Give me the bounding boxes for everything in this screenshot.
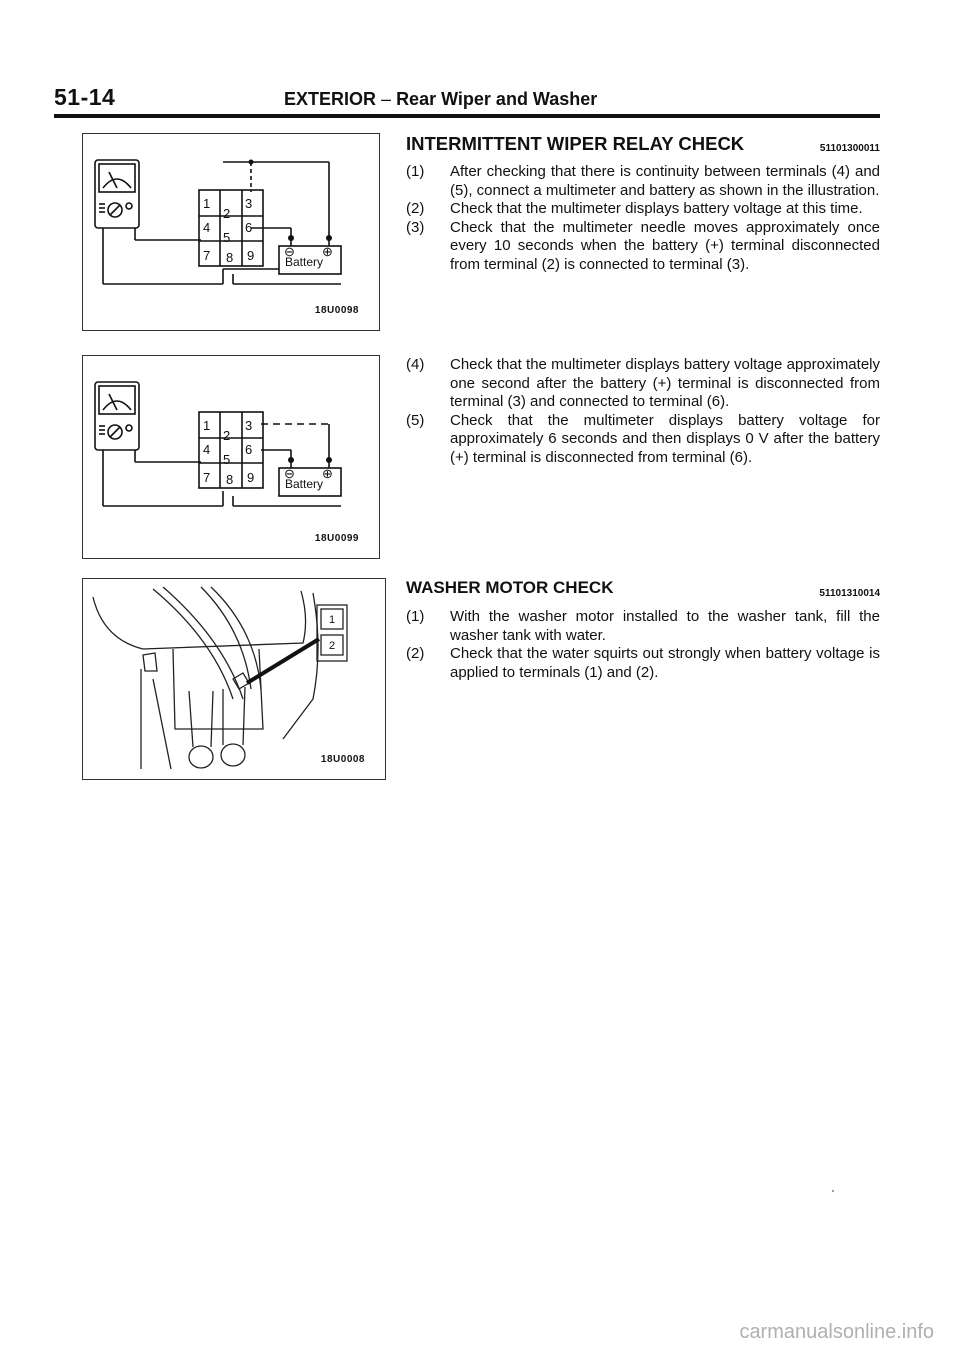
- battery-negative-label: ⊖: [284, 466, 295, 481]
- washer-check-title: [406, 578, 880, 600]
- page-header: [54, 84, 880, 116]
- page-number: 51-14: [54, 84, 116, 110]
- procedure-step: [406, 608, 880, 645]
- battery-positive-label: ⊕: [322, 466, 333, 481]
- figure-relay-check-1: [82, 133, 380, 331]
- terminal-label: 7: [203, 248, 211, 263]
- stray-mark: [832, 1190, 834, 1192]
- step-text: After checking that there is continuity between terminals (4) and (5), connect a multimeter and battery as shown in the illustration.: [450, 163, 880, 199]
- relay-wiring-diagram-2: [83, 356, 379, 558]
- relay-check-title: [406, 133, 880, 155]
- step-text: Check that the multimeter displays battery voltage for approximately 6 seconds and then displays 0 V after the battery (+) terminal is disconnected from terminal (6).: [450, 411, 880, 466]
- terminal-label: 3: [245, 196, 253, 211]
- terminal-label: 5: [223, 452, 231, 467]
- step-text: Check that the water squirts out strongly when battery voltage is applied to terminals (1) and (2).: [450, 645, 880, 681]
- relay-check-heading: INTERMITTENT WIPER RELAY CHECK: [406, 133, 745, 154]
- subsection-name: Rear Wiper and Washer: [396, 89, 598, 109]
- step-text: Check that the multimeter needle moves approximately once every 10 seconds when the battery (+) terminal disconnected from terminal (2) is connected to terminal (3).: [450, 218, 880, 273]
- battery-label: Battery: [285, 255, 324, 269]
- section-title: [284, 89, 597, 110]
- multimeter-icon: [95, 160, 139, 228]
- relay-wiring-diagram-1: [83, 134, 379, 330]
- terminal-label: 8: [226, 250, 234, 265]
- step-number: (3): [406, 218, 425, 236]
- terminal-label: 9: [247, 248, 255, 263]
- terminal-label: 2: [223, 206, 231, 221]
- terminal-label: 7: [203, 470, 211, 485]
- multimeter-icon: [95, 382, 139, 450]
- relay-check-code: 51101300011: [819, 143, 880, 154]
- terminal-label: 4: [203, 220, 211, 235]
- step-number: (1): [406, 608, 425, 625]
- washer-motor-icon: [189, 746, 213, 768]
- procedure-step: [406, 219, 880, 275]
- connector-terminal-label: 2: [329, 640, 336, 652]
- battery-label: Battery: [285, 477, 324, 491]
- step-number: (1): [406, 163, 425, 180]
- step-text: With the washer motor installed to the washer tank, fill the washer tank with water.: [450, 608, 880, 644]
- figure-washer-motor: [82, 578, 386, 780]
- terminal-label: 2: [223, 428, 231, 443]
- section-dash: –: [381, 89, 392, 109]
- figure-code: 18U0098: [314, 305, 359, 316]
- header-rule: [54, 114, 880, 118]
- terminal-label: 6: [245, 220, 253, 235]
- step-number: (5): [406, 411, 425, 429]
- step-text: Check that the multimeter displays battery voltage approximately one second after the battery (+) terminal is disconnected from terminal (3) and connected to terminal (6).: [450, 356, 880, 410]
- washer-check-code: 51101310014: [819, 588, 880, 599]
- terminal-label: 3: [245, 418, 253, 433]
- battery-negative-label: ⊖: [284, 244, 295, 259]
- figure-relay-check-2: [82, 355, 380, 559]
- terminal-label: 1: [203, 418, 211, 433]
- battery-positive-label: ⊕: [322, 244, 333, 259]
- procedure-step: [406, 200, 880, 219]
- terminal-label: 4: [203, 442, 211, 457]
- washer-motor-icon: [221, 744, 245, 766]
- step-number: (4): [406, 356, 425, 373]
- terminal-label: 6: [245, 442, 253, 457]
- step-number: (2): [406, 200, 425, 217]
- section-name: EXTERIOR: [284, 89, 377, 109]
- relay-check-continued: [406, 356, 880, 467]
- washer-motor-illustration: [83, 579, 385, 779]
- procedure-step: [406, 356, 880, 412]
- relay-check-section: [406, 133, 880, 274]
- terminal-label: 8: [226, 472, 234, 487]
- procedure-step: [406, 412, 880, 468]
- terminal-label: 9: [247, 470, 255, 485]
- connector-terminal-label: 1: [329, 614, 336, 626]
- procedure-step: [406, 163, 880, 200]
- figure-code: 18U0008: [320, 754, 365, 765]
- terminal-label: 5: [223, 230, 231, 245]
- procedure-step: [406, 645, 880, 682]
- step-number: (2): [406, 645, 425, 662]
- washer-check-section: [406, 578, 880, 682]
- terminal-label: 1: [203, 196, 211, 211]
- nozzle-icon: [143, 653, 157, 671]
- watermark: carmanualsonline.info: [739, 1321, 934, 1343]
- washer-tank-icon: [93, 591, 306, 649]
- step-text: Check that the multimeter displays battery voltage at this time.: [450, 200, 863, 217]
- washer-check-heading: WASHER MOTOR CHECK: [406, 578, 614, 597]
- figure-code: 18U0099: [314, 533, 359, 544]
